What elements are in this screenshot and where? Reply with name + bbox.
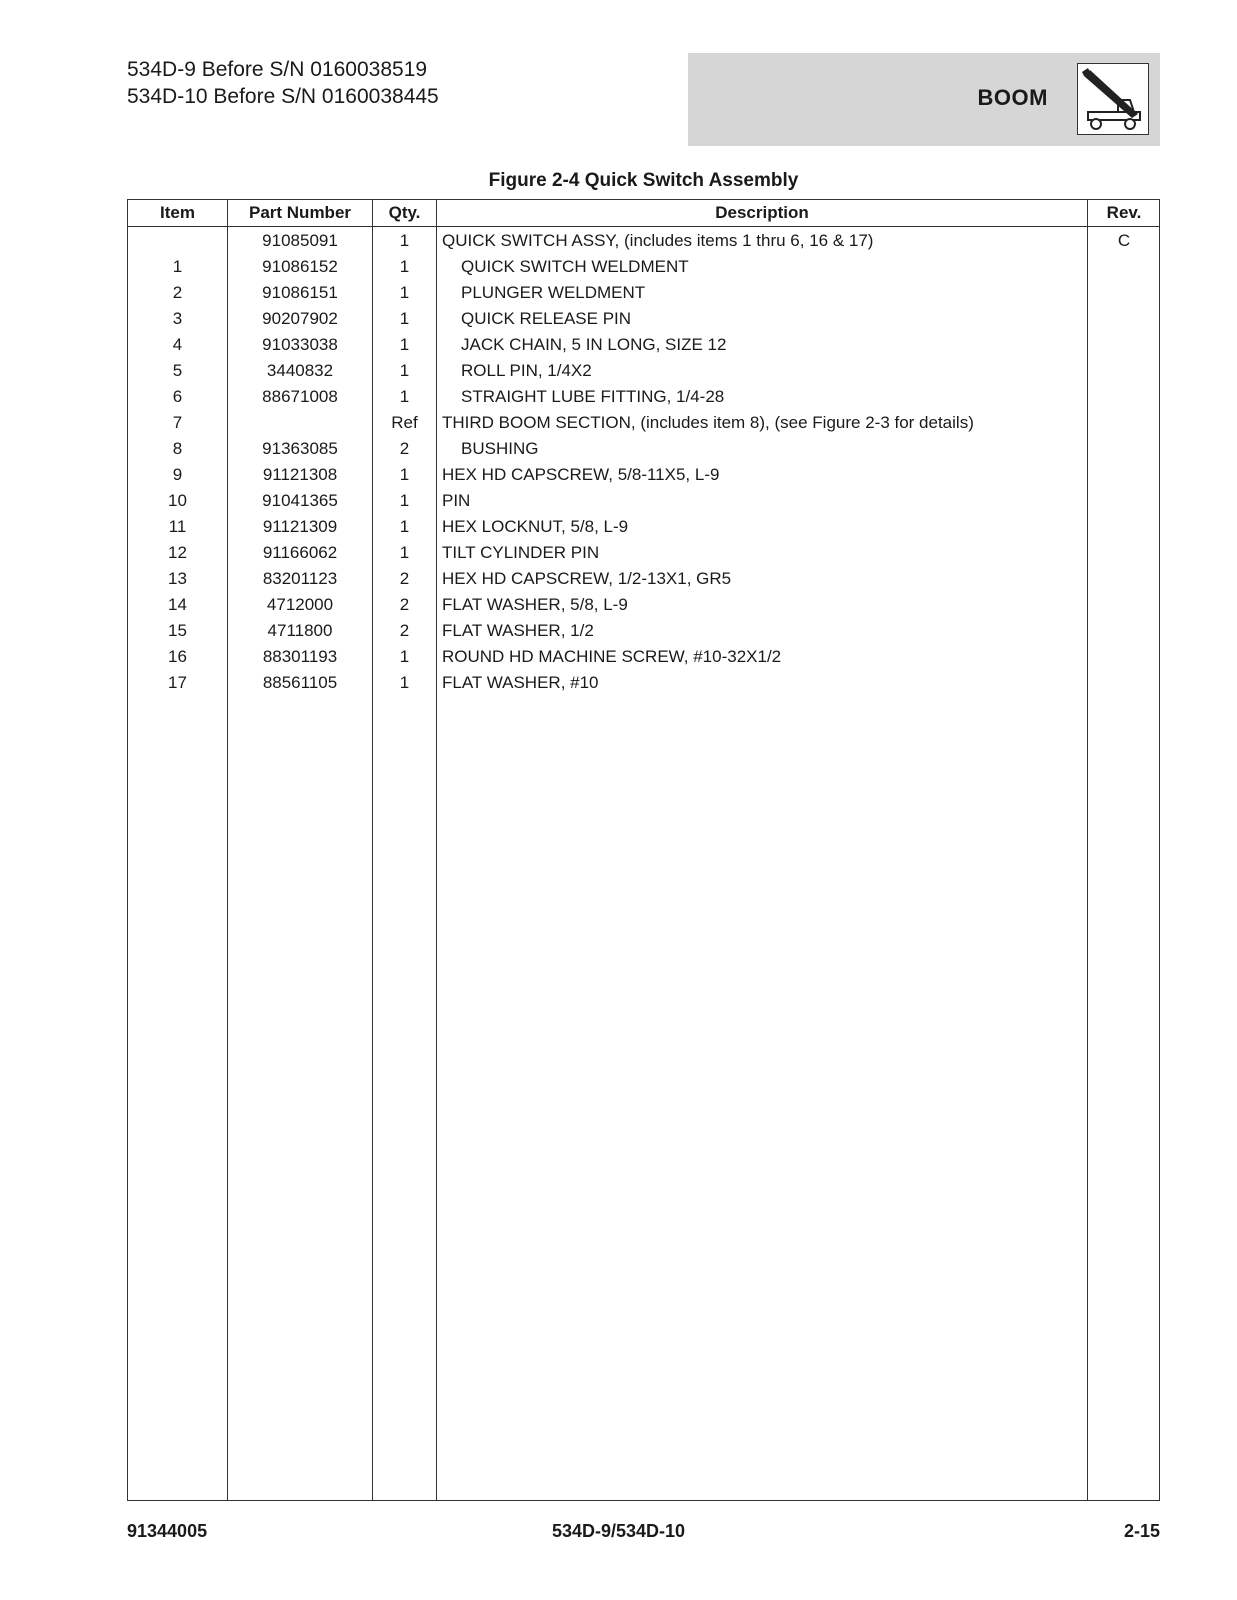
- part-number-cell: 88561105: [262, 673, 338, 692]
- description-cell: QUICK SWITCH ASSY, (includes items 1 thru 6, 16 & 17): [442, 231, 874, 250]
- table-row: [128, 592, 1159, 618]
- part-number-cell: 83201123: [262, 569, 338, 588]
- qty-cell: 1: [399, 517, 410, 536]
- item-cell: 10: [168, 491, 187, 510]
- qty-cell: 1: [399, 465, 410, 484]
- qty-cell: 2: [399, 621, 410, 640]
- part-number-cell: 88671008: [262, 387, 338, 406]
- table-body: [128, 228, 1159, 696]
- section-title: BOOM: [977, 85, 1048, 110]
- item-cell: 8: [172, 439, 183, 458]
- qty-cell: 1: [399, 309, 410, 328]
- part-number-cell: 91041365: [262, 491, 338, 510]
- description-cell: PLUNGER WELDMENT: [461, 283, 646, 302]
- qty-cell: Ref: [391, 413, 418, 432]
- description-cell: TILT CYLINDER PIN: [442, 543, 600, 562]
- description-cell: QUICK SWITCH WELDMENT: [461, 257, 689, 276]
- part-number-cell: 4711800: [267, 621, 333, 640]
- qty-cell: 1: [399, 543, 410, 562]
- section-banner: [688, 53, 1160, 146]
- footer-page-number: 2-15: [1123, 1521, 1160, 1541]
- table-row: [128, 436, 1159, 462]
- table-row: [128, 384, 1159, 410]
- qty-cell: 1: [399, 647, 410, 666]
- parts-table: [127, 199, 1160, 1501]
- item-cell: 5: [172, 361, 183, 380]
- description-cell: STRAIGHT LUBE FITTING, 1/4-28: [461, 387, 725, 406]
- table-row: [128, 228, 1159, 254]
- item-cell: 17: [168, 673, 187, 692]
- part-number-cell: 3440832: [266, 361, 334, 380]
- part-number-cell: 91166062: [262, 543, 338, 562]
- item-cell: 11: [168, 517, 187, 536]
- qty-cell: 2: [399, 439, 410, 458]
- part-number-cell: 91121308: [262, 465, 338, 484]
- qty-cell: 1: [399, 361, 410, 380]
- qty-cell: 2: [399, 595, 410, 614]
- qty-cell: 1: [399, 257, 410, 276]
- part-number-cell: 91121309: [262, 517, 338, 536]
- header-description: Description: [715, 203, 809, 222]
- description-cell: PIN: [442, 491, 471, 510]
- qty-cell: 1: [399, 387, 410, 406]
- footer-model: 534D-9/534D-10: [551, 1521, 686, 1541]
- item-cell: 1: [172, 257, 183, 276]
- table-row: [128, 618, 1159, 644]
- header-qty: Qty.: [388, 203, 421, 222]
- item-cell: 7: [172, 413, 183, 432]
- rev-cell: C: [1117, 231, 1131, 250]
- item-cell: 15: [168, 621, 187, 640]
- item-cell: 9: [172, 465, 183, 484]
- description-cell: FLAT WASHER, 1/2: [442, 621, 594, 640]
- item-cell: 12: [168, 543, 187, 562]
- table-row: [128, 332, 1159, 358]
- item-cell: 4: [172, 335, 183, 354]
- item-cell: 3: [172, 309, 183, 328]
- item-cell: 16: [168, 647, 187, 666]
- part-number-cell: 91363085: [262, 439, 338, 458]
- description-cell: HEX HD CAPSCREW, 5/8-11X5, L-9: [442, 465, 720, 484]
- item-cell: 13: [168, 569, 187, 588]
- table-row: [128, 306, 1159, 332]
- item-cell: 14: [168, 595, 187, 614]
- part-number-cell: 90207902: [262, 309, 338, 328]
- table-row: [128, 514, 1159, 540]
- table-row: [128, 462, 1159, 488]
- item-cell: 6: [172, 387, 183, 406]
- footer-doc-number: 91344005: [127, 1521, 208, 1541]
- qty-cell: 2: [399, 569, 410, 588]
- model-line-2: 534D-10 Before S/N 0160038445: [127, 85, 439, 108]
- header-item: Item: [160, 203, 195, 222]
- qty-cell: 1: [399, 673, 410, 692]
- part-number-cell: 4712000: [266, 595, 334, 614]
- qty-cell: 1: [399, 283, 410, 302]
- table-row: [128, 644, 1159, 670]
- model-line-1: 534D-9 Before S/N 0160038519: [127, 58, 428, 81]
- item-cell: 2: [172, 283, 183, 302]
- table-row: [128, 670, 1159, 696]
- description-cell: ROLL PIN, 1/4X2: [461, 361, 592, 380]
- description-cell: FLAT WASHER, 5/8, L-9: [442, 595, 628, 614]
- telehandler-boom-icon: [1077, 63, 1149, 135]
- part-number-cell: 91033038: [262, 335, 338, 354]
- figure-title: Figure 2-4 Quick Switch Assembly: [488, 170, 799, 191]
- description-cell: QUICK RELEASE PIN: [461, 309, 632, 328]
- table-row: [128, 540, 1159, 566]
- table-row: [128, 488, 1159, 514]
- table-row: [128, 280, 1159, 306]
- part-number-cell: 91086151: [262, 283, 338, 302]
- header-rev: Rev.: [1106, 203, 1142, 222]
- description-cell: HEX HD CAPSCREW, 1/2-13X1, GR5: [442, 569, 732, 588]
- description-cell: THIRD BOOM SECTION, (includes item 8), (see Figure 2-3 for details): [442, 413, 974, 432]
- description-cell: ROUND HD MACHINE SCREW, #10-32X1/2: [442, 647, 782, 666]
- header-part-number: Part Number: [248, 203, 352, 222]
- qty-cell: 1: [399, 335, 410, 354]
- table-row: [128, 410, 1159, 436]
- description-cell: HEX LOCKNUT, 5/8, L-9: [442, 517, 629, 536]
- qty-cell: 1: [399, 491, 410, 510]
- description-cell: BUSHING: [461, 439, 539, 458]
- part-number-cell: 91086152: [262, 257, 338, 276]
- qty-cell: 1: [399, 231, 410, 250]
- description-cell: JACK CHAIN, 5 IN LONG, SIZE 12: [461, 335, 727, 354]
- part-number-cell: 88301193: [262, 647, 338, 666]
- description-cell: FLAT WASHER, #10: [442, 673, 599, 692]
- table-row: [128, 566, 1159, 592]
- part-number-cell: 91085091: [262, 231, 338, 250]
- table-row: [128, 358, 1159, 384]
- table-row: [128, 254, 1159, 280]
- model-header: [127, 56, 439, 110]
